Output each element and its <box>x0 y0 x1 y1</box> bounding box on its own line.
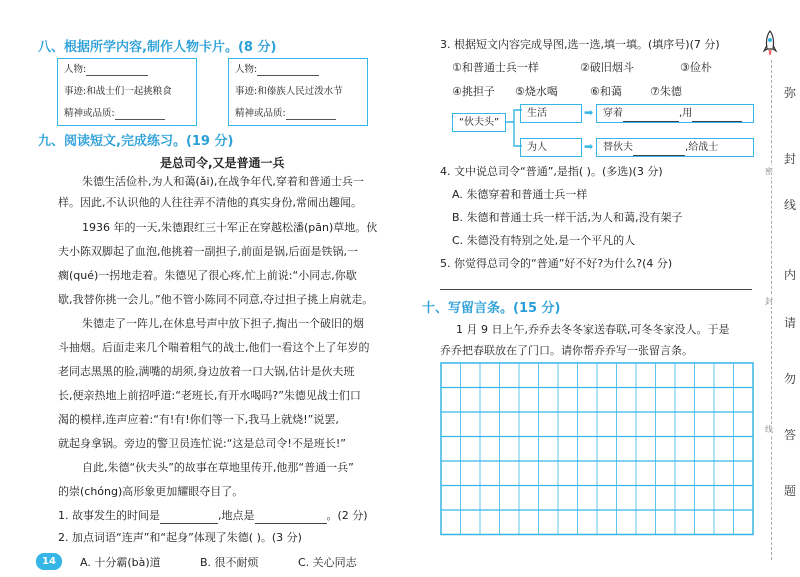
q4-option-b[interactable]: B. 朱德和普通士兵一样干活,为人和蔼,没有架子 <box>452 211 683 224</box>
fold-label: 密 <box>765 167 773 176</box>
section-9-title: 九、阅读短文,完成练习。(19 分) <box>38 134 234 149</box>
sidebar-char: 请 <box>784 316 797 330</box>
q1-text: 1. 故事发生的时间是 <box>58 509 160 522</box>
use-blank[interactable] <box>692 111 742 122</box>
question-5: 5. 你觉得总司令的“普通”好不好?为什么?(4 分) <box>440 257 673 270</box>
cook-label: 给战士 <box>688 142 719 153</box>
q1-place-blank[interactable] <box>255 511 327 524</box>
q1-time-blank[interactable] <box>160 511 218 524</box>
article-line: 老同志黑黑的脸,满嘴的胡须,身边放着一口大锅,估计是伙夫班 <box>58 365 355 378</box>
q4-option-c[interactable]: C. 朱德没有特别之处,是一个平凡的人 <box>452 234 636 247</box>
wear-label: 穿着 <box>603 108 623 119</box>
deed-label: 事迹: <box>235 86 258 97</box>
name-label: 人物: <box>64 64 87 75</box>
deed-text: 和傣族人民过泼水节 <box>257 86 343 97</box>
article-line: 朱德生活俭朴,为人和蔼(ǎi),在战争年代,穿着和普通士兵一 <box>82 175 364 188</box>
sidebar-char: 线 <box>784 198 797 212</box>
question-3: 3. 根据短文内容完成导图,选一选,填一填。(填序号)(7 分) <box>440 38 720 51</box>
arrow-right-icon: ➡ <box>584 140 594 153</box>
name-label: 人物: <box>235 64 258 75</box>
section-10-text: 1 月 9 日上午,乔乔去冬冬家送春联,可冬冬家没人。于是 <box>456 323 730 336</box>
fold-label: 封 <box>765 297 773 306</box>
article-line: 朱德走了一阵儿,在休息号声中放下担子,掏出一个破旧的烟 <box>82 317 364 330</box>
mindmap-person-detail: 替伙夫 ,给战士 <box>596 138 754 157</box>
card-row-deed <box>235 81 367 103</box>
help-blank[interactable] <box>633 145 685 156</box>
card-row-deed <box>64 81 196 103</box>
sidebar-char: 封 <box>784 152 797 166</box>
article-line: 长,便亲热地上前招呼道:“老班长,有开水喝吗?”朱德见战士们口 <box>58 389 361 402</box>
article-line: 就起身拿锅。旁边的警卫员连忙说:“这是总司令!不是班长!” <box>58 437 346 450</box>
mindmap-root: “伙夫头” <box>452 113 506 132</box>
spirit-blank[interactable] <box>115 107 165 120</box>
arrow-right-icon: ➡ <box>584 106 594 119</box>
q4-option-a[interactable]: A. 朱德穿着和普通士兵一样 <box>452 188 588 201</box>
q3-option: ⑦朱德 <box>650 85 682 98</box>
q5-answer-line[interactable] <box>440 289 752 290</box>
card-row-name <box>235 59 367 81</box>
q2-option-c[interactable]: C. 关心同志 <box>298 556 357 569</box>
sidebar-char: 答 <box>784 428 797 442</box>
wear-blank[interactable] <box>623 111 679 122</box>
article-line: 瘸(qué)一拐地走着。朱德见了很心疼,忙上前说:“小同志,你歇 <box>58 269 357 282</box>
q2-option-b[interactable]: B. 很不耐烦 <box>200 556 259 569</box>
sidebar-char: 内 <box>784 268 797 282</box>
character-card-1 <box>57 58 197 126</box>
article-line: 歇,我替你挑一会儿。”他不管小陈同不同意,夺过担子挑上肩就走。 <box>58 293 374 306</box>
q3-option: ②破旧烟斗 <box>580 61 634 74</box>
question-2: 2. 加点词语“连声”和“起身”体现了朱德( )。(3 分) <box>58 531 302 544</box>
fold-label: 线 <box>765 425 773 434</box>
card-row-spirit <box>64 103 196 125</box>
help-label: 替伙夫 <box>603 142 633 153</box>
deed-text: 和战士们一起挑粮食 <box>86 86 172 97</box>
mindmap-life-detail: 穿着 ,用 <box>596 104 754 123</box>
article-line: 渴的模样,连声应着:“有!有!你们等一下,我马上就烧!”说罢, <box>58 413 339 426</box>
name-blank[interactable] <box>86 63 148 76</box>
spirit-blank[interactable] <box>286 107 336 120</box>
spirit-label: 精神或品质: <box>235 108 286 119</box>
article-title: 是总司令,又是普通一兵 <box>160 156 285 170</box>
article-line: 1936 年的一天,朱德跟红三十军正在穿越松潘(pān)草地。伙 <box>82 221 378 234</box>
article-line: 的崇(chóng)高形象更加耀眼夺目了。 <box>58 485 244 498</box>
q3-option: ⑤烧水喝 <box>515 85 558 98</box>
page-number: 14 <box>42 556 56 567</box>
section-10-title: 十、写留言条。(15 分) <box>422 301 561 316</box>
mindmap-person-node: 为人 <box>520 138 582 157</box>
name-blank[interactable] <box>257 63 319 76</box>
writing-grid[interactable] <box>440 362 756 537</box>
fold-line <box>771 60 772 560</box>
mindmap-life-node: 生活 <box>520 104 582 123</box>
page-number-badge <box>36 553 62 570</box>
q3-option: ④挑担子 <box>452 85 495 98</box>
sidebar-char: 题 <box>784 484 797 498</box>
article-line: 自此,朱德“伙夫头”的故事在草地里传开,他那“普通一兵” <box>82 461 354 474</box>
sidebar-char: 弥 <box>784 86 797 100</box>
q2-option-a[interactable]: A. 十分霸(bà)道 <box>80 556 161 569</box>
card-row-spirit <box>235 103 367 125</box>
article-line: 斗抽烟。后面走来几个喘着粗气的战士,他们一看这个上了年岁的 <box>58 341 370 354</box>
q1-mid: ,地点是 <box>218 509 255 522</box>
card-row-name <box>64 59 196 81</box>
article-line: 样。因此,不认识他的人往往弄不清他的真实身份,常闹出趣闻。 <box>58 196 362 209</box>
question-4: 4. 文中说总司令“普通”,是指( )。(多选)(3 分) <box>440 165 663 178</box>
question-1 <box>58 508 368 524</box>
spirit-label: 精神或品质: <box>64 108 115 119</box>
deed-label: 事迹: <box>64 86 87 97</box>
character-card-2 <box>228 58 368 126</box>
q3-option: ①和普通士兵一样 <box>452 61 539 74</box>
q3-option: ③俭朴 <box>680 61 712 74</box>
section-10-text: 乔乔把春联放在了门口。请你帮乔乔写一张留言条。 <box>440 344 693 357</box>
q3-option: ⑥和蔼 <box>590 85 622 98</box>
use-label: 用 <box>682 108 693 119</box>
rocket-icon <box>762 30 778 56</box>
sidebar-char: 勿 <box>784 372 797 386</box>
article-line: 夫小陈双脚起了血泡,他挑着一副担子,前面是锅,后面是铁锅,一 <box>58 245 358 258</box>
q1-end: 。(2 分) <box>326 509 368 522</box>
section-8-title: 八、根据所学内容,制作人物卡片。(8 分) <box>38 40 277 55</box>
